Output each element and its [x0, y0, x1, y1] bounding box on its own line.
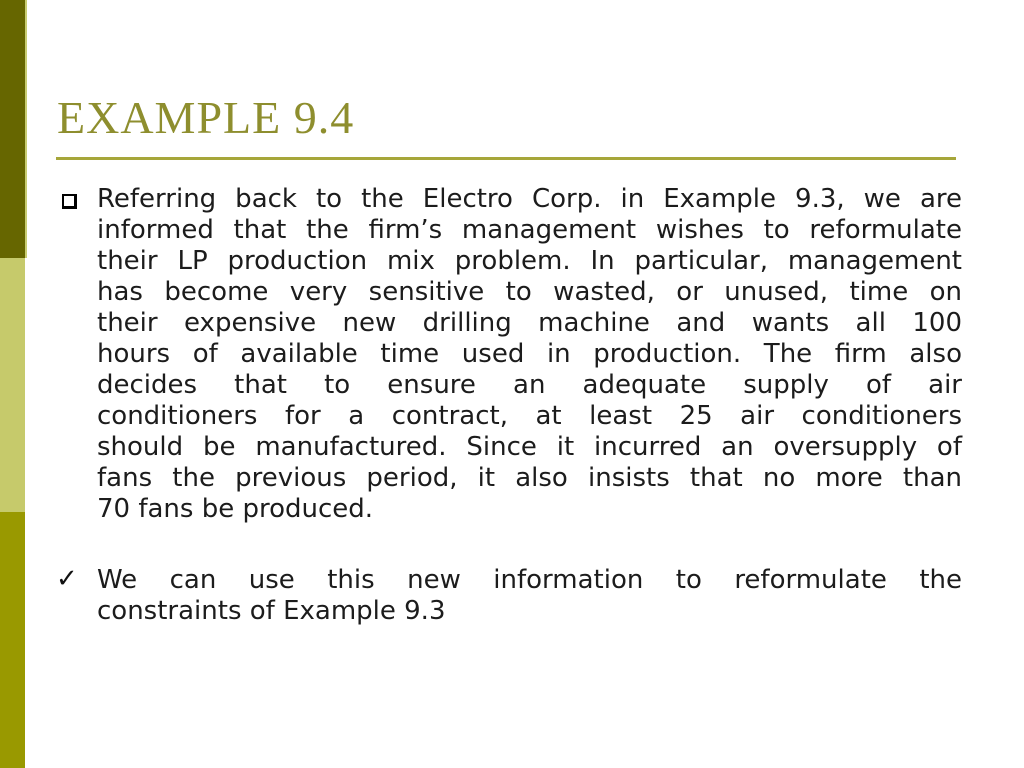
- text-line: We can use this new information to reformulate the: [97, 565, 962, 595]
- text-line: hours of available time used in production. The firm also: [97, 339, 962, 369]
- sidebar-band-dark-olive: [0, 0, 25, 258]
- square-outline-bullet-icon: [62, 194, 77, 209]
- body-paragraph-2: [97, 565, 962, 627]
- sidebar-band-light-green: [0, 258, 25, 512]
- title-underline-rule: [56, 157, 956, 160]
- text-line: fans the previous period, it also insists that no more than: [97, 463, 962, 493]
- text-line: their LP production mix problem. In particular, management: [97, 246, 962, 276]
- text-line: Referring back to the Electro Corp. in Example 9.3, we are: [97, 184, 962, 214]
- text-line: their expensive new drilling machine and wants all 100: [97, 308, 962, 338]
- sidebar-band-dark-olive-edge: [25, 0, 27, 258]
- text-line: decides that to ensure an adequate supply of air: [97, 370, 962, 400]
- text-line: informed that the firm’s management wishes to reformulate: [97, 215, 962, 245]
- check-bullet-icon: ✓: [56, 564, 78, 594]
- text-line: should be manufactured. Since it incurred an oversupply of: [97, 432, 962, 462]
- slide-title: EXAMPLE 9.4: [57, 92, 355, 143]
- left-accent-sidebar: [0, 0, 27, 768]
- body-paragraph-1: [97, 184, 962, 525]
- text-line: constraints of Example 9.3: [97, 596, 446, 626]
- text-line: conditioners for a contract, at least 25 air conditioners: [97, 401, 962, 431]
- sidebar-band-olive: [0, 512, 25, 768]
- text-line: 70 fans be produced.: [97, 494, 374, 524]
- text-line: has become very sensitive to wasted, or unused, time on: [97, 277, 962, 307]
